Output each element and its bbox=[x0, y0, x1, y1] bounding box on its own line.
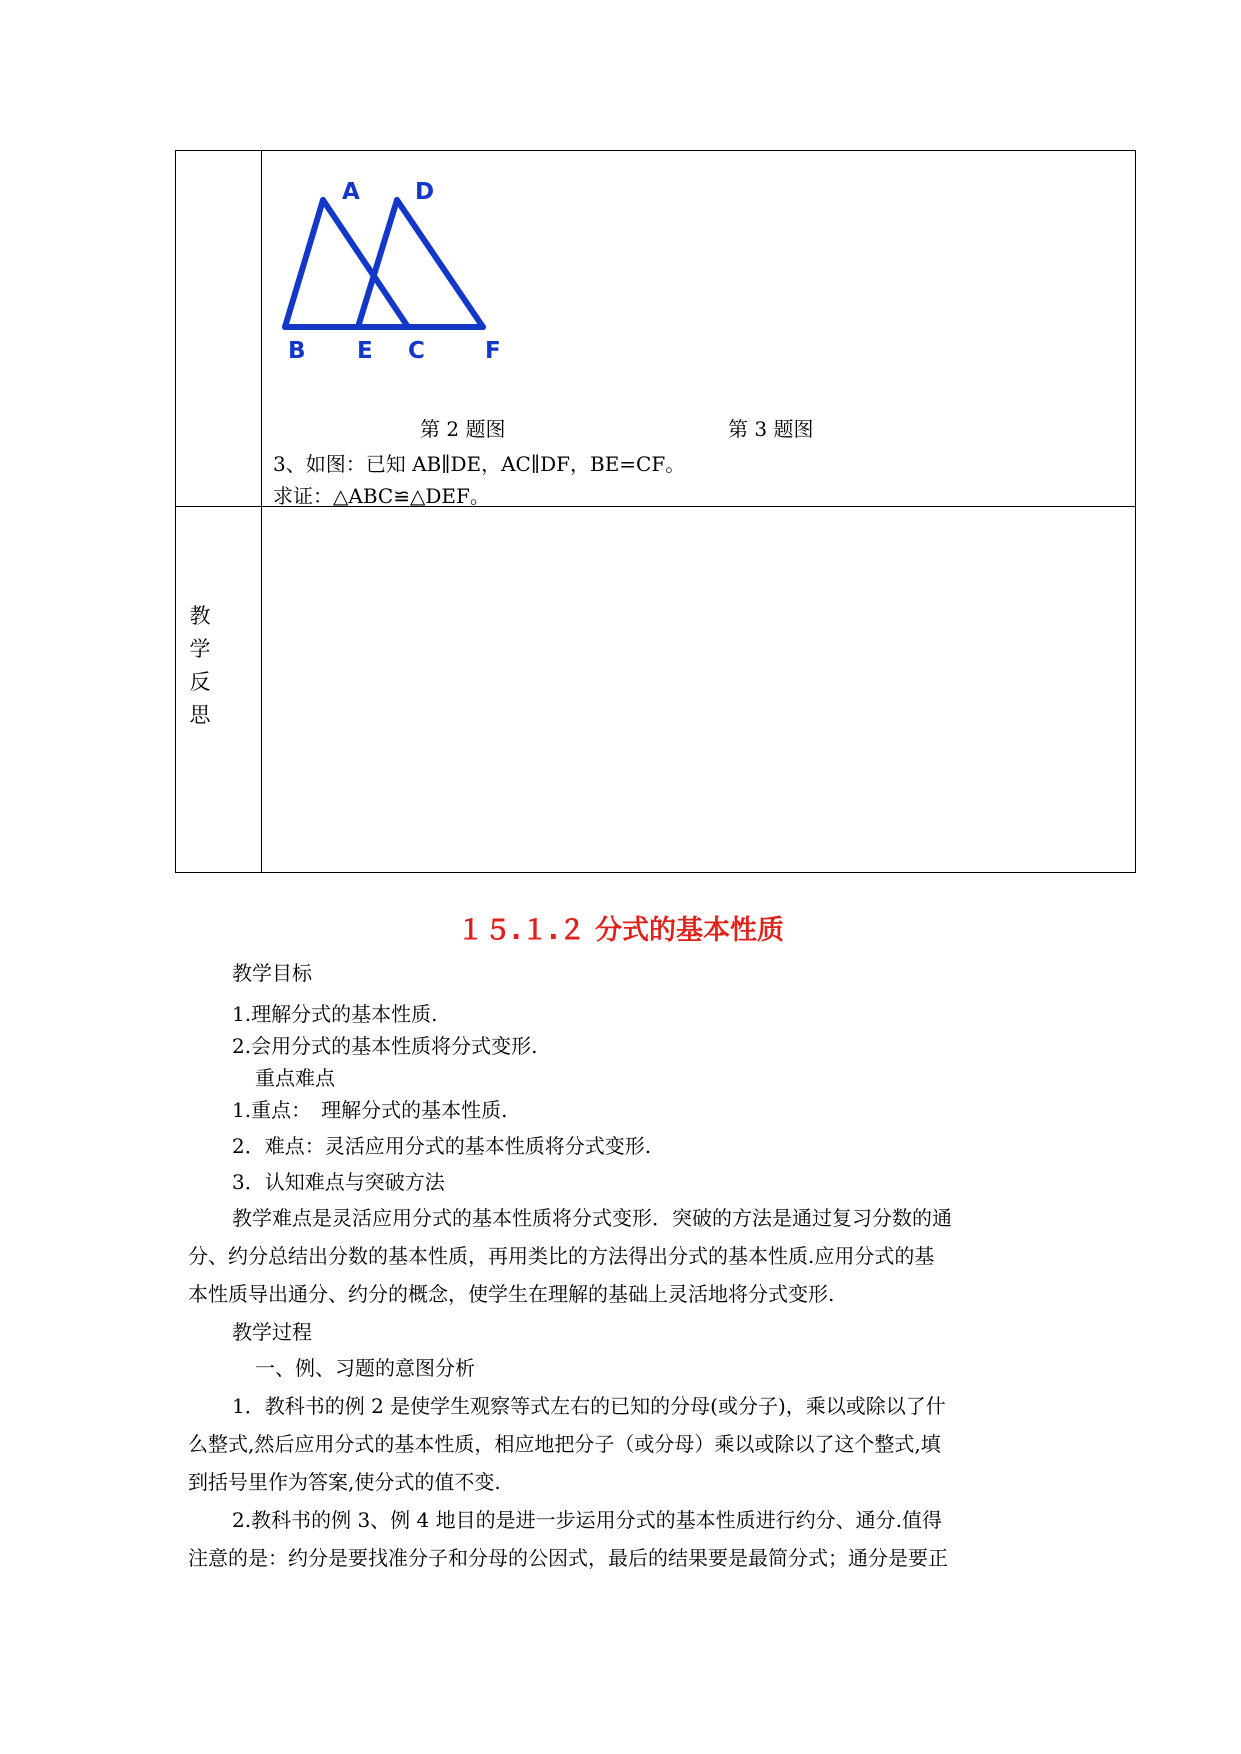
point-label-b: B bbox=[288, 338, 306, 364]
problem3-statement: 3、如图：已知 AB∥DE，AC∥DF，BE=CF。 bbox=[273, 452, 686, 476]
paragraph-line: 2.教科书的例 3、例 4 地目的是进一步运用分式的基本性质进行约分、通分.值得 bbox=[232, 1508, 942, 1532]
reflection-char: 思 bbox=[189, 703, 211, 727]
problem3-prove: 求证：△ABC≌△DEF。 bbox=[273, 484, 490, 508]
triangle-figure bbox=[270, 170, 530, 370]
paragraph-line: 教学难点是灵活应用分式的基本性质将分式变形．突破的方法是通过复习分数的通 bbox=[232, 1206, 952, 1230]
key-point-2: 2．难点：灵活应用分式的基本性质将分式变形. bbox=[232, 1134, 652, 1158]
paragraph-line: 注意的是：约分是要找准分子和分母的公因式，最后的结果要是最简分式；通分是要正 bbox=[188, 1546, 948, 1570]
paragraph-line: 到括号里作为答案,使分式的值不变. bbox=[188, 1470, 501, 1494]
reflection-char: 教 bbox=[189, 604, 211, 628]
objectives-heading: 教学目标 bbox=[232, 961, 312, 985]
caption-fig2: 第 2 题图 bbox=[420, 417, 506, 441]
key-point-3: 3．认知难点与突破方法 bbox=[232, 1170, 445, 1194]
point-label-c: C bbox=[408, 338, 425, 364]
segment-AB bbox=[285, 200, 323, 327]
segment-DF bbox=[397, 200, 483, 327]
subsection-heading: 一、例、习题的意图分析 bbox=[255, 1356, 475, 1380]
objective-2: 2.会用分式的基本性质将分式变形. bbox=[232, 1034, 538, 1058]
point-label-d: D bbox=[415, 179, 435, 205]
paragraph-line: 么整式,然后应用分式的基本性质，相应地把分子（或分母）乘以或除以了这个整式,填 bbox=[188, 1432, 941, 1456]
caption-fig3: 第 3 题图 bbox=[728, 417, 814, 441]
paragraph-line: 本性质导出通分、约分的概念，使学生在理解的基础上灵活地将分式变形. bbox=[188, 1282, 835, 1306]
table-column-divider bbox=[261, 151, 262, 872]
key-point-1: 1.重点： 理解分式的基本性质. bbox=[232, 1098, 508, 1122]
reflection-char: 反 bbox=[189, 670, 211, 694]
reflection-label bbox=[185, 600, 215, 732]
objective-1: 1.理解分式的基本性质. bbox=[232, 1002, 438, 1026]
paragraph-line: 分、约分总结出分数的基本性质，再用类比的方法得出分式的基本性质.应用分式的基 bbox=[188, 1244, 935, 1268]
process-heading: 教学过程 bbox=[232, 1320, 312, 1344]
reflection-char: 学 bbox=[189, 637, 211, 661]
point-label-e: E bbox=[357, 338, 373, 364]
point-label-a: A bbox=[342, 179, 360, 205]
key-points-heading: 重点难点 bbox=[255, 1066, 335, 1090]
paragraph-line: 1．教科书的例 2 是使学生观察等式左右的已知的分母(或分子)，乘以或除以了什 bbox=[232, 1394, 946, 1418]
section-title: １５.１.２ 分式的基本性质 bbox=[457, 915, 784, 946]
point-label-f: F bbox=[485, 338, 501, 364]
